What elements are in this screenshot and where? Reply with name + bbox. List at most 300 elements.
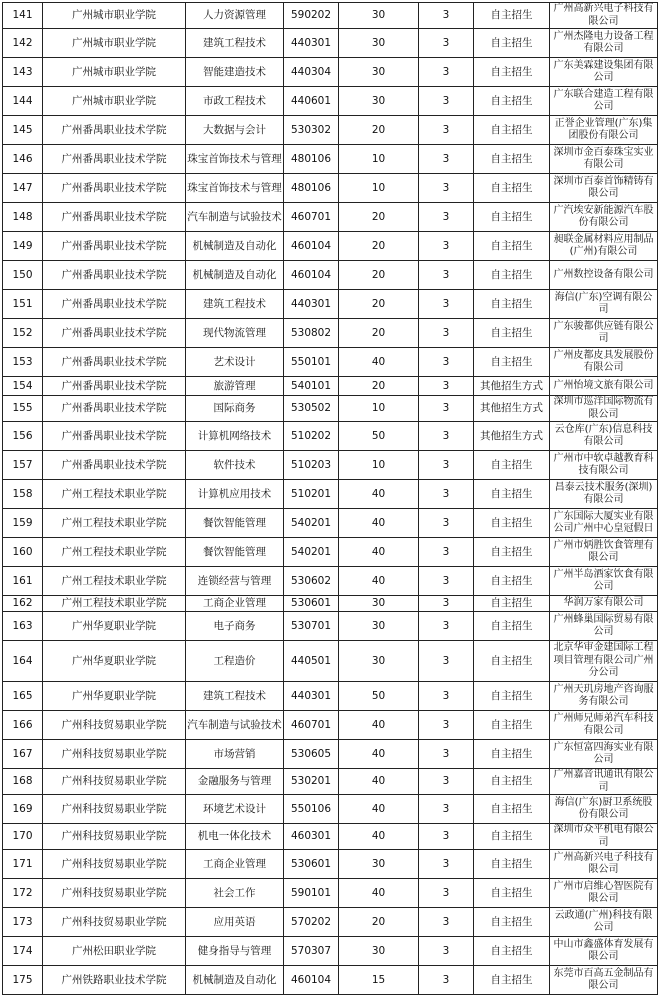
study-years: 3: [419, 682, 474, 711]
major-code: 530802: [284, 319, 339, 348]
recruit-method: 其他招生方式: [474, 377, 550, 396]
row-number: 172: [3, 879, 43, 908]
major-code: 530602: [284, 567, 339, 596]
study-years: 3: [419, 174, 474, 203]
major-name: 大数据与会计: [186, 116, 284, 145]
school-name: 广州番禺职业技术学院: [43, 116, 186, 145]
table-row: [3, 937, 658, 966]
row-number: 170: [3, 824, 43, 850]
planned-enrollment: 40: [339, 348, 419, 377]
recruit-method: 自主招生: [474, 87, 550, 116]
study-years: 3: [419, 290, 474, 319]
row-number: 143: [3, 58, 43, 87]
row-number: 144: [3, 87, 43, 116]
school-name: 广州番禺职业技术学院: [43, 290, 186, 319]
study-years: 3: [419, 145, 474, 174]
major-name: 机电一体化技术: [186, 824, 284, 850]
major-code: 530605: [284, 740, 339, 769]
recruit-method: 自主招生: [474, 966, 550, 995]
major-name: 餐饮智能管理: [186, 538, 284, 567]
partner-company: 东莞市百高五金制品有限公司: [550, 966, 658, 995]
partner-company: 广州市启维心智医院有限公司: [550, 879, 658, 908]
planned-enrollment: 20: [339, 232, 419, 261]
school-name: 广州科技贸易职业学院: [43, 769, 186, 795]
study-years: 3: [419, 87, 474, 116]
major-code: 540201: [284, 538, 339, 567]
planned-enrollment: 30: [339, 58, 419, 87]
recruit-method: 自主招生: [474, 612, 550, 641]
partner-company: 广州高新兴电子科技有限公司: [550, 3, 658, 29]
partner-company: 广州半岛酒家饮食有限公司: [550, 567, 658, 596]
planned-enrollment: 20: [339, 319, 419, 348]
row-number: 151: [3, 290, 43, 319]
study-years: 3: [419, 422, 474, 451]
table-row: [3, 3, 658, 29]
recruit-method: 自主招生: [474, 29, 550, 58]
school-name: 广州科技贸易职业学院: [43, 908, 186, 937]
row-number: 155: [3, 396, 43, 422]
table-row: [3, 711, 658, 740]
partner-company: 深圳市巡洋国际物流有限公司: [550, 396, 658, 422]
table-row: [3, 377, 658, 396]
table-row: [3, 908, 658, 937]
major-name: 餐饮智能管理: [186, 509, 284, 538]
major-name: 智能建造技术: [186, 58, 284, 87]
table-row: [3, 422, 658, 451]
recruit-method: 自主招生: [474, 509, 550, 538]
major-code: 440304: [284, 58, 339, 87]
row-number: 168: [3, 769, 43, 795]
recruit-method: 自主招生: [474, 937, 550, 966]
planned-enrollment: 10: [339, 396, 419, 422]
school-name: 广州铁路职业技术学院: [43, 966, 186, 995]
major-code: 570307: [284, 937, 339, 966]
table-row: [3, 824, 658, 850]
study-years: 3: [419, 480, 474, 509]
school-name: 广州番禺职业技术学院: [43, 396, 186, 422]
school-name: 广州工程技术职业学院: [43, 596, 186, 612]
table-row: [3, 290, 658, 319]
recruit-method: 其他招生方式: [474, 396, 550, 422]
school-name: 广州城市职业学院: [43, 3, 186, 29]
school-name: 广州华夏职业学院: [43, 612, 186, 641]
recruit-method: 自主招生: [474, 641, 550, 682]
recruit-method: 自主招生: [474, 145, 550, 174]
partner-company: 华润万家有限公司: [550, 596, 658, 612]
partner-company: 海信(广东)空调有限公司: [550, 290, 658, 319]
major-name: 计算机应用技术: [186, 480, 284, 509]
partner-company: 昌泰云技术服务(深圳)有限公司: [550, 480, 658, 509]
planned-enrollment: 10: [339, 174, 419, 203]
partner-company: 广汽埃安新能源汽车股份有限公司: [550, 203, 658, 232]
table-row: [3, 509, 658, 538]
recruit-method: 自主招生: [474, 711, 550, 740]
major-name: 应用英语: [186, 908, 284, 937]
major-code: 460701: [284, 203, 339, 232]
row-number: 162: [3, 596, 43, 612]
row-number: 169: [3, 795, 43, 824]
planned-enrollment: 40: [339, 769, 419, 795]
major-name: 汽车制造与试验技术: [186, 203, 284, 232]
row-number: 148: [3, 203, 43, 232]
planned-enrollment: 30: [339, 29, 419, 58]
major-code: 440301: [284, 682, 339, 711]
school-name: 广州城市职业学院: [43, 87, 186, 116]
school-name: 广州番禺职业技术学院: [43, 232, 186, 261]
row-number: 158: [3, 480, 43, 509]
major-code: 440501: [284, 641, 339, 682]
school-name: 广州华夏职业学院: [43, 682, 186, 711]
partner-company: 深圳市百泰首饰精铸有限公司: [550, 174, 658, 203]
major-name: 机械制造及自动化: [186, 966, 284, 995]
study-years: 3: [419, 740, 474, 769]
major-code: 460104: [284, 966, 339, 995]
row-number: 146: [3, 145, 43, 174]
major-code: 530201: [284, 769, 339, 795]
table-row: [3, 682, 658, 711]
partner-company: 深圳市众平机电有限公司: [550, 824, 658, 850]
school-name: 广州科技贸易职业学院: [43, 740, 186, 769]
recruit-method: 自主招生: [474, 348, 550, 377]
planned-enrollment: 40: [339, 879, 419, 908]
study-years: 3: [419, 769, 474, 795]
major-code: 530601: [284, 596, 339, 612]
table-row: [3, 596, 658, 612]
study-years: 3: [419, 641, 474, 682]
row-number: 164: [3, 641, 43, 682]
row-number: 160: [3, 538, 43, 567]
table-row: [3, 348, 658, 377]
table-row: [3, 538, 658, 567]
school-name: 广州番禺职业技术学院: [43, 174, 186, 203]
row-number: 175: [3, 966, 43, 995]
school-name: 广州番禺职业技术学院: [43, 422, 186, 451]
partner-company: 云政通(广州)科技有限公司: [550, 908, 658, 937]
major-name: 工程造价: [186, 641, 284, 682]
major-name: 艺术设计: [186, 348, 284, 377]
planned-enrollment: 40: [339, 567, 419, 596]
planned-enrollment: 15: [339, 966, 419, 995]
school-name: 广州科技贸易职业学院: [43, 795, 186, 824]
table-row: [3, 879, 658, 908]
recruit-method: 自主招生: [474, 480, 550, 509]
major-code: 460104: [284, 261, 339, 290]
major-name: 建筑工程技术: [186, 290, 284, 319]
table-body: [3, 3, 658, 995]
major-code: 540101: [284, 377, 339, 396]
row-number: 156: [3, 422, 43, 451]
school-name: 广州番禺职业技术学院: [43, 451, 186, 480]
recruit-method: 自主招生: [474, 174, 550, 203]
major-name: 汽车制造与试验技术: [186, 711, 284, 740]
study-years: 3: [419, 567, 474, 596]
recruit-method: 自主招生: [474, 879, 550, 908]
row-number: 145: [3, 116, 43, 145]
row-number: 154: [3, 377, 43, 396]
row-number: 167: [3, 740, 43, 769]
major-code: 440301: [284, 290, 339, 319]
recruit-method: 自主招生: [474, 538, 550, 567]
recruit-method: 自主招生: [474, 58, 550, 87]
partner-company: 广州杰隆电力设备工程有限公司: [550, 29, 658, 58]
major-code: 510203: [284, 451, 339, 480]
row-number: 150: [3, 261, 43, 290]
row-number: 166: [3, 711, 43, 740]
planned-enrollment: 10: [339, 451, 419, 480]
study-years: 3: [419, 538, 474, 567]
major-code: 510202: [284, 422, 339, 451]
study-years: 3: [419, 348, 474, 377]
study-years: 3: [419, 58, 474, 87]
row-number: 149: [3, 232, 43, 261]
recruit-method: 自主招生: [474, 451, 550, 480]
planned-enrollment: 20: [339, 377, 419, 396]
planned-enrollment: 20: [339, 116, 419, 145]
major-name: 健身指导与管理: [186, 937, 284, 966]
major-name: 连锁经营与管理: [186, 567, 284, 596]
study-years: 3: [419, 879, 474, 908]
partner-company: 广州怡境文旅有限公司: [550, 377, 658, 396]
school-name: 广州科技贸易职业学院: [43, 850, 186, 879]
table-row: [3, 396, 658, 422]
recruit-method: 自主招生: [474, 795, 550, 824]
row-number: 153: [3, 348, 43, 377]
study-years: 3: [419, 377, 474, 396]
school-name: 广州番禺职业技术学院: [43, 348, 186, 377]
partner-company: 广州市中软卓越教育科技有限公司: [550, 451, 658, 480]
study-years: 3: [419, 937, 474, 966]
school-name: 广州松田职业学院: [43, 937, 186, 966]
planned-enrollment: 30: [339, 3, 419, 29]
partner-company: 广州市炳胜饮食管理有限公司: [550, 538, 658, 567]
major-name: 工商企业管理: [186, 596, 284, 612]
major-code: 460701: [284, 711, 339, 740]
recruit-method: 自主招生: [474, 232, 550, 261]
partner-company: 广州数控设备有限公司: [550, 261, 658, 290]
partner-company: 广东恒富四海实业有限公司: [550, 740, 658, 769]
row-number: 157: [3, 451, 43, 480]
row-number: 142: [3, 29, 43, 58]
planned-enrollment: 20: [339, 290, 419, 319]
table-row: [3, 451, 658, 480]
study-years: 3: [419, 850, 474, 879]
major-name: 国际商务: [186, 396, 284, 422]
table-row: [3, 87, 658, 116]
row-number: 147: [3, 174, 43, 203]
row-number: 152: [3, 319, 43, 348]
table-row: [3, 116, 658, 145]
recruit-method: 自主招生: [474, 769, 550, 795]
recruit-method: 自主招生: [474, 261, 550, 290]
table-row: [3, 480, 658, 509]
planned-enrollment: 40: [339, 824, 419, 850]
major-code: 460301: [284, 824, 339, 850]
partner-company: 广州嘉音讯通讯有限公司: [550, 769, 658, 795]
study-years: 3: [419, 612, 474, 641]
planned-enrollment: 20: [339, 908, 419, 937]
partner-company: 中山市鑫盛体育发展有限公司: [550, 937, 658, 966]
recruit-method: 自主招生: [474, 203, 550, 232]
partner-company: 海信(广东)厨卫系统股份有限公司: [550, 795, 658, 824]
study-years: 3: [419, 116, 474, 145]
major-code: 440601: [284, 87, 339, 116]
planned-enrollment: 40: [339, 711, 419, 740]
school-name: 广州番禺职业技术学院: [43, 203, 186, 232]
major-name: 社会工作: [186, 879, 284, 908]
school-name: 广州科技贸易职业学院: [43, 879, 186, 908]
study-years: 3: [419, 966, 474, 995]
row-number: 171: [3, 850, 43, 879]
recruit-method: 自主招生: [474, 682, 550, 711]
planned-enrollment: 40: [339, 480, 419, 509]
major-name: 市政工程技术: [186, 87, 284, 116]
planned-enrollment: 50: [339, 422, 419, 451]
partner-company: 广东美霖建设集团有限公司: [550, 58, 658, 87]
major-code: 540201: [284, 509, 339, 538]
recruit-method: 其他招生方式: [474, 422, 550, 451]
recruit-method: 自主招生: [474, 567, 550, 596]
major-code: 510201: [284, 480, 339, 509]
study-years: 3: [419, 3, 474, 29]
study-years: 3: [419, 29, 474, 58]
recruit-method: 自主招生: [474, 319, 550, 348]
planned-enrollment: 10: [339, 145, 419, 174]
recruit-method: 自主招生: [474, 908, 550, 937]
major-code: 530701: [284, 612, 339, 641]
row-number: 173: [3, 908, 43, 937]
study-years: 3: [419, 596, 474, 612]
table-row: [3, 203, 658, 232]
recruit-method: 自主招生: [474, 850, 550, 879]
planned-enrollment: 30: [339, 937, 419, 966]
partner-company: 广东骏都供应链有限公司: [550, 319, 658, 348]
study-years: 3: [419, 396, 474, 422]
recruit-method: 自主招生: [474, 3, 550, 29]
recruit-method: 自主招生: [474, 824, 550, 850]
study-years: 3: [419, 795, 474, 824]
planned-enrollment: 30: [339, 850, 419, 879]
major-code: 480106: [284, 174, 339, 203]
row-number: 165: [3, 682, 43, 711]
planned-enrollment: 50: [339, 682, 419, 711]
study-years: 3: [419, 451, 474, 480]
partner-company: 广州皮都皮具发展股份有限公司: [550, 348, 658, 377]
major-name: 建筑工程技术: [186, 682, 284, 711]
major-code: 550101: [284, 348, 339, 377]
study-years: 3: [419, 711, 474, 740]
school-name: 广州工程技术职业学院: [43, 480, 186, 509]
major-name: 旅游管理: [186, 377, 284, 396]
major-code: 590202: [284, 3, 339, 29]
major-code: 590101: [284, 879, 339, 908]
school-name: 广州番禺职业技术学院: [43, 377, 186, 396]
planned-enrollment: 20: [339, 261, 419, 290]
partner-company: 广州高新兴电子科技有限公司: [550, 850, 658, 879]
major-code: 530601: [284, 850, 339, 879]
major-name: 工商企业管理: [186, 850, 284, 879]
table-row: [3, 795, 658, 824]
table-row: [3, 261, 658, 290]
major-name: 机械制造及自动化: [186, 232, 284, 261]
school-name: 广州番禺职业技术学院: [43, 145, 186, 174]
table-row: [3, 29, 658, 58]
table-row: [3, 174, 658, 203]
table-row: [3, 232, 658, 261]
school-name: 广州番禺职业技术学院: [43, 319, 186, 348]
partner-company: 正誉企业管理(广东)集团股份有限公司: [550, 116, 658, 145]
major-code: 460104: [284, 232, 339, 261]
major-code: 440301: [284, 29, 339, 58]
recruit-method: 自主招生: [474, 290, 550, 319]
study-years: 3: [419, 908, 474, 937]
partner-company: 广东国际大厦实业有限公司广州中心皇冠假日: [550, 509, 658, 538]
planned-enrollment: 40: [339, 740, 419, 769]
row-number: 141: [3, 3, 43, 29]
study-years: 3: [419, 261, 474, 290]
school-name: 广州城市职业学院: [43, 29, 186, 58]
planned-enrollment: 20: [339, 203, 419, 232]
major-code: 530502: [284, 396, 339, 422]
partner-company: 广东联合建造工程有限公司: [550, 87, 658, 116]
table-row: [3, 850, 658, 879]
study-years: 3: [419, 509, 474, 538]
major-name: 机械制造及自动化: [186, 261, 284, 290]
planned-enrollment: 40: [339, 538, 419, 567]
school-name: 广州工程技术职业学院: [43, 567, 186, 596]
school-name: 广州工程技术职业学院: [43, 509, 186, 538]
partner-company: 广州师兄师弟汽车科技有限公司: [550, 711, 658, 740]
row-number: 163: [3, 612, 43, 641]
school-name: 广州科技贸易职业学院: [43, 824, 186, 850]
major-name: 计算机网络技术: [186, 422, 284, 451]
major-name: 珠宝首饰技术与管理: [186, 174, 284, 203]
planned-enrollment: 40: [339, 795, 419, 824]
planned-enrollment: 30: [339, 596, 419, 612]
row-number: 174: [3, 937, 43, 966]
study-years: 3: [419, 824, 474, 850]
partner-company: 昶联金属材料应用制品(广州)有限公司: [550, 232, 658, 261]
table-row: [3, 641, 658, 682]
school-name: 广州工程技术职业学院: [43, 538, 186, 567]
table-row: [3, 319, 658, 348]
school-name: 广州科技贸易职业学院: [43, 711, 186, 740]
major-name: 电子商务: [186, 612, 284, 641]
major-code: 570202: [284, 908, 339, 937]
major-name: 珠宝首饰技术与管理: [186, 145, 284, 174]
table-row: [3, 966, 658, 995]
planned-enrollment: 30: [339, 641, 419, 682]
table-row: [3, 145, 658, 174]
study-years: 3: [419, 232, 474, 261]
major-name: 环境艺术设计: [186, 795, 284, 824]
row-number: 159: [3, 509, 43, 538]
school-name: 广州番禺职业技术学院: [43, 261, 186, 290]
partner-company: 深圳市金百泰珠宝实业有限公司: [550, 145, 658, 174]
major-code: 550106: [284, 795, 339, 824]
major-code: 480106: [284, 145, 339, 174]
major-name: 软件技术: [186, 451, 284, 480]
partner-company: 北京华审金建国际工程项目管理有限公司广州分公司: [550, 641, 658, 682]
planned-enrollment: 40: [339, 509, 419, 538]
table-row: [3, 58, 658, 87]
study-years: 3: [419, 319, 474, 348]
row-number: 161: [3, 567, 43, 596]
school-name: 广州城市职业学院: [43, 58, 186, 87]
partner-company: 广州天玑房地产咨询服务有限公司: [550, 682, 658, 711]
planned-enrollment: 30: [339, 612, 419, 641]
table-row: [3, 769, 658, 795]
partner-company: 云仓库(广东)信息科技有限公司: [550, 422, 658, 451]
